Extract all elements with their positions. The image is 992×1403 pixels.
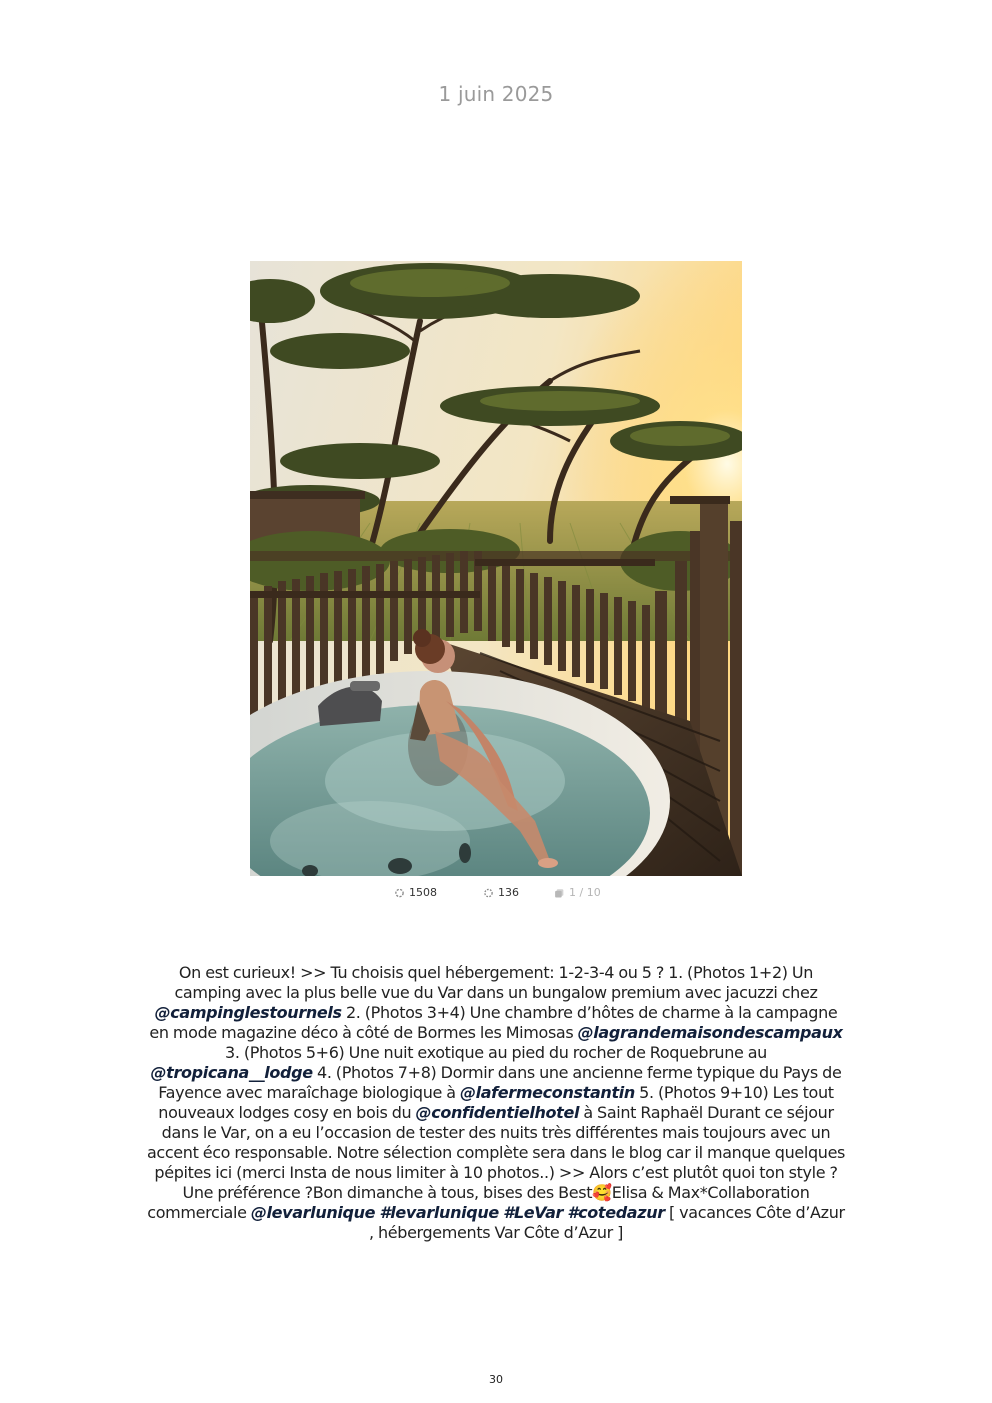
post-caption <box>144 963 848 1243</box>
likes-stat[interactable] <box>394 886 437 899</box>
post-photo[interactable] <box>250 261 742 876</box>
caption-text: [ vacances Côte d’Azur , hébergements Var Côte d’Azur ] <box>369 1203 845 1242</box>
pager-label: 1 / 10 <box>569 886 601 899</box>
page-number: 30 <box>489 1373 503 1386</box>
likes-count: 1508 <box>409 886 437 899</box>
hashtag-link[interactable]: #levarlunique <box>379 1203 499 1222</box>
caption-text: 4. (Photos 7+8) Dormir dans une ancienne ferme typique du Pays de Fayence avec maraîchage biologique à <box>158 1063 842 1102</box>
hashtag-link[interactable]: #LeVar <box>503 1203 564 1222</box>
mention-link[interactable]: @lagrandemaisondescampaux <box>577 1023 843 1042</box>
caption-text: 2. (Photos 3+4) Une chambre d’hôtes de charme à la campagne en mode magazine déco à côté de Bormes les Mimosas <box>149 1003 838 1042</box>
post-stats <box>394 886 614 902</box>
comments-count: 136 <box>498 886 519 899</box>
mention-link[interactable]: @lafermeconstantin <box>459 1083 635 1102</box>
mention-link[interactable]: @levarlunique <box>250 1203 376 1222</box>
comments-stat[interactable] <box>483 886 519 899</box>
hashtag-link[interactable]: #cotedazur <box>567 1203 665 1222</box>
heart-icon <box>394 887 405 898</box>
carousel-icon <box>554 887 565 898</box>
caption-text: 5. (Photos 9+10) Les tout nouveaux lodges cosy en bois du <box>158 1083 834 1122</box>
caption-text: 3. (Photos 5+6) Une nuit exotique au pied du rocher de Roquebrune au <box>225 1043 767 1062</box>
mention-link[interactable]: @confidentielhotel <box>415 1103 580 1122</box>
post-date: 1 juin 2025 <box>438 82 554 106</box>
comment-icon <box>483 887 494 898</box>
caption-text: On est curieux! >> Tu choisis quel hébergement: 1-2-3-4 ou 5 ? 1. (Photos 1+2) Un camping avec la plus belle vue du Var dans un bungalow premium avec jacuzzi chez <box>174 963 818 1002</box>
mention-link[interactable]: @tropicana__lodge <box>150 1063 313 1082</box>
mention-link[interactable]: @campinglestournels <box>154 1003 342 1022</box>
caption-text: à Saint Raphaël Durant ce séjour dans le Var, on a eu l’occasion de tester des nuits très différentes mais toujours avec un accent éco responsable. Notre sélection complète sera dans le blog car il manque quelques pépites ici (merci Insta de nous limiter à 10 photos..) >> Alors c’est plutôt quoi ton style ? Une préférence ?Bon dimanche à tous, bises des Best🥰Elisa & Max*Collaboration commerciale <box>146 1103 846 1222</box>
photo-pager[interactable] <box>554 886 601 899</box>
